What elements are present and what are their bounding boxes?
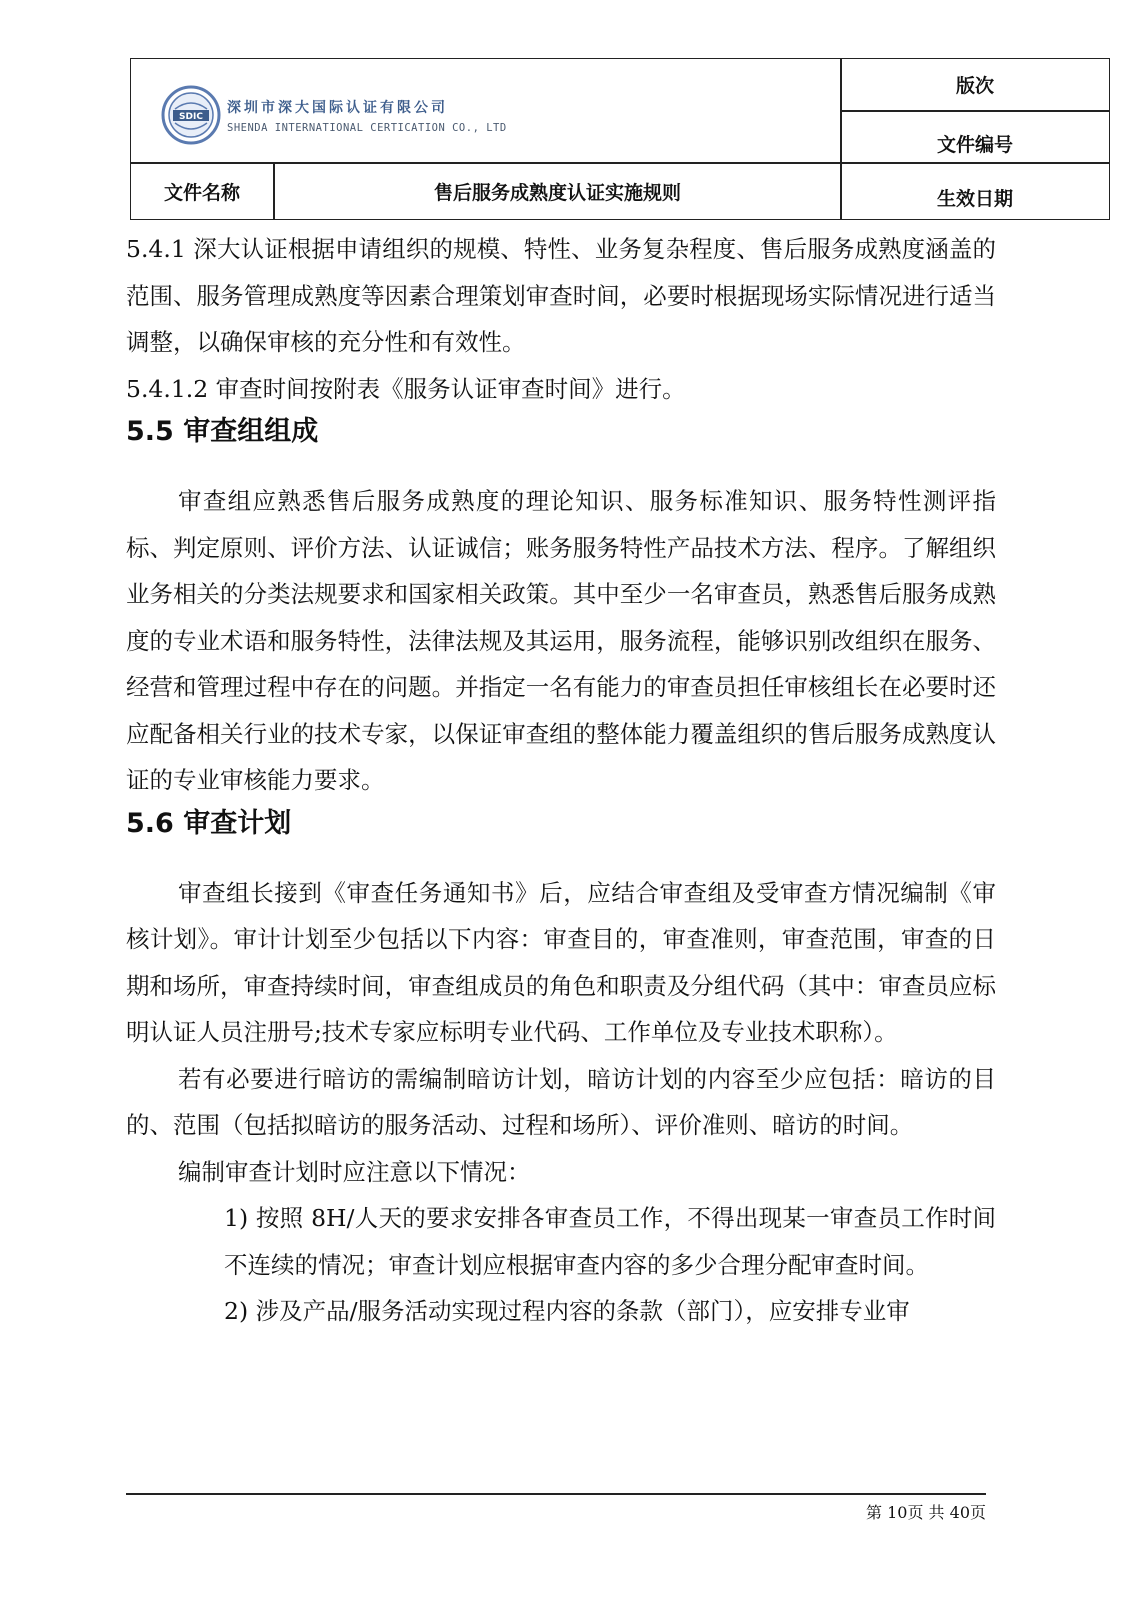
paragraph-secret-visit: 若有必要进行暗访的需编制暗访计划，暗访计划的内容至少应包括：暗访的目的、范围（包括拟暗访的服务活动、过程和场所）、评价准则、暗访的时间。: [126, 1064, 996, 1139]
paragraph-audit-team: 审查组应熟悉售后服务成熟度的理论知识、服务标准知识、服务特性测评指标、判定原则、评价方法、认证诚信；账务服务特性产品技术方法、程序。了解组织业务相关的分类法规要求和国家相关政策。其中至少一名审查员，熟悉售后服务成熟度的专业术语和服务特性，法律法规及其运用，服务流程，能够识别改组织在服务、经营和管理过程中存在的问题。并指定一名有能力的审查员担任审核组长在必要时还应配备相关行业的技术专家，以保证审查组的整体能力覆盖组织的售后服务成熟度认证的专业审核能力要求。: [126, 487, 996, 794]
logo-letters: SDIC: [179, 112, 203, 122]
heading-5-6: 5.6 审查计划: [126, 807, 292, 839]
list-item-1: 1) 按照 8H/人天的要求安排各审查员工作，不得出现某一审查员工作时间不连续的情况；审查计划应根据审查内容的多少合理分配审查时间。: [224, 1204, 996, 1279]
list-item-2: 2) 涉及产品/服务活动实现过程内容的条款（部门），应安排专业审: [224, 1297, 910, 1325]
company-logo-icon: [161, 85, 221, 145]
company-logo-block: [161, 83, 561, 147]
version-label: 版次: [955, 75, 994, 97]
doc-name: 售后服务成熟度认证实施规则: [433, 182, 681, 204]
paragraph-audit-plan: 审查组长接到《审查任务通知书》后，应结合审查组及受审查方情况编制《审核计划》。审计计划至少包括以下内容：审查目的，审查准则，审查范围，审查的日期和场所，审查持续时间，审查组成员的角色和职责及分组代码（其中：审查员应标明认证人员注册号;技术专家应标明专业代码、工作单位及专业技术职称）。: [126, 878, 996, 1046]
doc-number-label: 文件编号: [936, 133, 1013, 156]
page-number: 第 10页 共 40页: [866, 1503, 986, 1522]
footer-divider: [126, 1493, 986, 1495]
paragraph-5-4-1: 5.4.1 深大认证根据申请组织的规模、特性、业务复杂程度、售后服务成熟度涵盖的范围、服务管理成熟度等因素合理策划审查时间，必要时根据现场实际情况进行适当调整，以确保审核的充分性和有效性。: [126, 235, 996, 356]
paragraph-5-4-1-2: 5.4.1.2 审查时间按附表《服务认证审查时间》进行。: [126, 374, 686, 403]
document-header-table: [130, 58, 1110, 220]
effective-date-label: 生效日期: [936, 188, 1013, 210]
document-body: [126, 226, 996, 1335]
paragraph-plan-notes: 编制审查计划时应注意以下情况：: [178, 1157, 531, 1186]
company-name-cn: 深圳市深大国际认证有限公司: [227, 99, 448, 116]
doc-name-label: 文件名称: [163, 182, 240, 204]
heading-5-5: 5.5 审查组组成: [126, 416, 319, 447]
company-name-en: SHENDA INTERNATIONAL CERTICATION CO., LTD: [227, 121, 507, 134]
